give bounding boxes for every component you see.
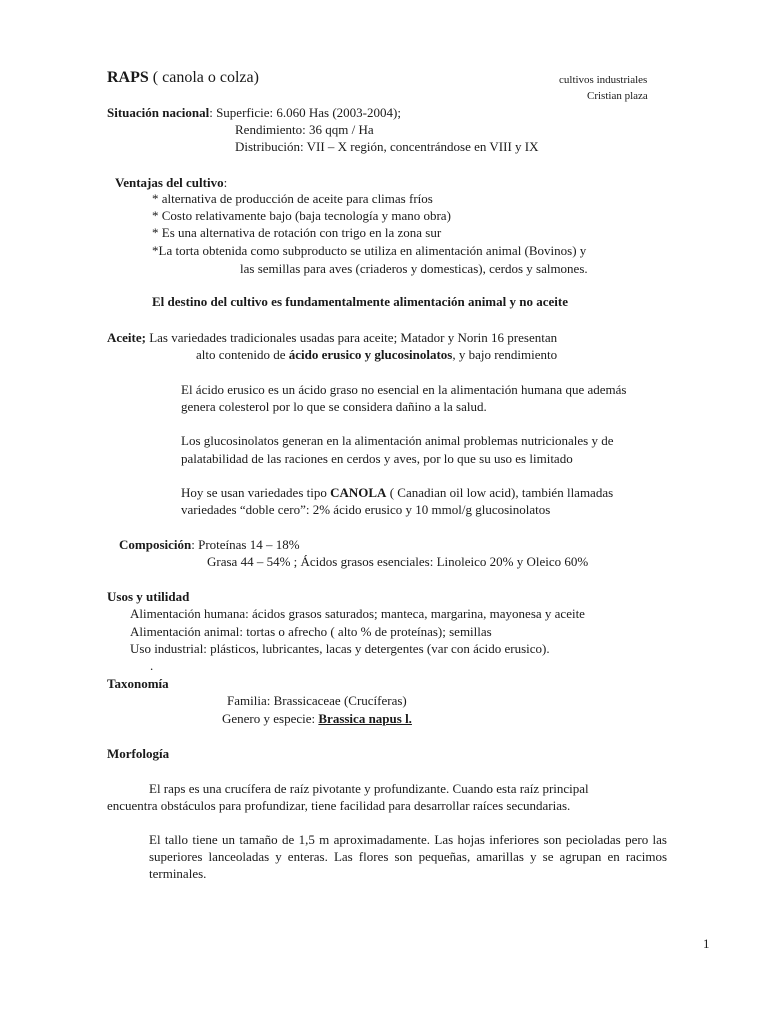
aceite-label: Aceite; bbox=[107, 330, 146, 345]
destino-statement: El destino del cultivo es fundamentalmente alimentación animal y no aceite bbox=[152, 294, 568, 309]
canola-para-line2: variedades “doble cero”: 2% ácido erusico y 10 mmol/g glucosinolatos bbox=[181, 502, 551, 517]
canola-post: ( Canadian oil low acid), también llamadas bbox=[386, 485, 614, 500]
aceite-line2-bold: ácido erusico y glucosinolatos bbox=[288, 347, 453, 362]
stray-dot: . bbox=[150, 658, 154, 673]
composicion-line2: Grasa 44 – 54% ; Ácidos grasos esenciales: Linoleico 20% y Oleico 60% bbox=[207, 554, 589, 569]
taxonomia-heading: Taxonomía bbox=[107, 676, 169, 691]
usos-item-3: Uso industrial: plásticos, lubricantes, lacas y detergentes (var con ácido erusico). bbox=[130, 641, 550, 656]
ventajas-continuation: las semillas para aves (criaderos y domesticas), cerdos y salmones. bbox=[240, 261, 588, 276]
genero-label: Genero y especie: bbox=[222, 711, 319, 726]
aceite-line1 bbox=[107, 329, 557, 346]
situacion-line2: Rendimiento: 36 qqm / Ha bbox=[235, 122, 374, 137]
ventajas-item-4: *La torta obtenida como subproducto se utiliza en alimentación animal (Bovinos) y bbox=[152, 243, 587, 258]
course-label: cultivos industriales bbox=[559, 74, 648, 86]
situacion-line1 bbox=[107, 104, 401, 121]
author-label: Cristian plaza bbox=[587, 90, 648, 102]
aceite-line2 bbox=[196, 346, 557, 363]
page-title bbox=[107, 69, 259, 86]
ventajas-label: Ventajas del cultivo bbox=[115, 175, 224, 190]
title-rest: ( canola o colza) bbox=[148, 69, 259, 86]
aceite-text1: Las variedades tradicionales usadas para aceite; Matador y Norin 16 presentan bbox=[145, 330, 558, 345]
erusico-para-line1: El ácido erusico es un ácido graso no esencial en la alimentación humana que además bbox=[181, 382, 627, 397]
composicion-label: Composición bbox=[119, 537, 192, 552]
ventajas-item-1: * alternativa de producción de aceite para climas fríos bbox=[152, 191, 433, 206]
glucosinolatos-para-line2: palatabilidad de las raciones en cerdos y aves, por lo que su uso es limitado bbox=[181, 451, 573, 466]
erusico-para-line2: genera colesterol por lo que se considera dañino a la salud. bbox=[181, 399, 487, 414]
page-number: 1 bbox=[703, 936, 710, 951]
morfologia-heading: Morfología bbox=[107, 746, 170, 761]
canola-pre: Hoy se usan variedades tipo bbox=[181, 485, 331, 500]
situacion-line3: Distribución: VII – X región, concentrándose en VIII y IX bbox=[235, 139, 539, 154]
morfologia-p2: El tallo tiene un tamaño de 1,5 m aproximadamente. Las hojas inferiores son pecioladas pero las superiores lanceoladas y enteras. Las flores son pequeñas, amarillas y se agrupan en racimos terminales. bbox=[149, 832, 667, 881]
usos-item-1: Alimentación humana: ácidos grasos saturados; manteca, margarina, mayonesa y aceite bbox=[130, 606, 585, 621]
ventajas-colon: : bbox=[223, 175, 228, 190]
ventajas-heading bbox=[115, 174, 227, 191]
aceite-line2-pre: alto contenido de bbox=[196, 347, 289, 362]
species-name: Brassica napus l. bbox=[318, 711, 412, 726]
composicion-text1: : Proteínas 14 – 18% bbox=[191, 537, 300, 552]
ventajas-item-3: * Es una alternativa de rotación con trigo en la zona sur bbox=[152, 225, 442, 240]
canola-para-line1 bbox=[181, 484, 613, 501]
morfologia-p1-line1: El raps es una crucífera de raíz pivotante y profundizante. Cuando esta raíz principal bbox=[149, 781, 589, 796]
situacion-label: Situación nacional bbox=[107, 105, 210, 120]
ventajas-item-2: * Costo relativamente bajo (baja tecnología y mano obra) bbox=[152, 208, 451, 223]
composicion-line1 bbox=[119, 536, 300, 553]
aceite-line2-post: , y bajo rendimiento bbox=[452, 347, 558, 362]
glucosinolatos-para-line1: Los glucosinolatos generan en la alimentación animal problemas nutricionales y de bbox=[181, 433, 614, 448]
situacion-text1: : Superficie: 6.060 Has (2003-2004); bbox=[209, 105, 401, 120]
usos-heading: Usos y utilidad bbox=[107, 589, 190, 604]
canola-bold: CANOLA bbox=[330, 485, 387, 500]
title-bold: RAPS bbox=[107, 69, 149, 86]
taxonomia-familia: Familia: Brassicaceae (Crucíferas) bbox=[227, 693, 407, 708]
taxonomia-genero bbox=[222, 710, 412, 727]
usos-item-2: Alimentación animal: tortas o afrecho ( alto % de proteínas); semillas bbox=[130, 624, 492, 639]
morfologia-p1-line2: encuentra obstáculos para profundizar, tiene facilidad para desarrollar raíces secundarias. bbox=[107, 798, 571, 813]
